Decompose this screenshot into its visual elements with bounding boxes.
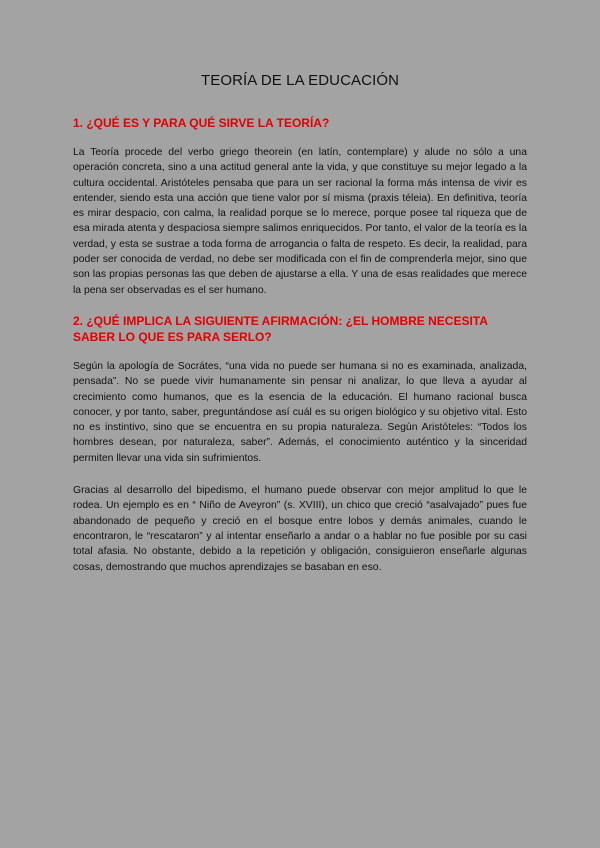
- section-1: [73, 115, 527, 298]
- section-2: [73, 313, 527, 575]
- document-page: [73, 72, 527, 590]
- document-title: TEORÍA DE LA EDUCACIÓN: [200, 72, 400, 89]
- section-1-heading: 1. ¿QUÉ ES Y PARA QUÉ SIRVE LA TEORÍA?: [73, 116, 330, 130]
- section-2-paragraph-2: Gracias al desarrollo del bipedismo, el humano puede observar con mejor amplitud lo que le rodea. Un ejemplo es en “ Niño de Aveyron” (s. XVIII), un chico que creció “asalvajado” pues fue abandonado de pequeño y creció en el bosque entre lobos y demás animales, cuando le encontraron, le “rescataron” y al intentar enseñarlo a andar o a hablar no fue posible por su casi total afasia. No obstante, debido a la repetición y obligación, consiguieron enseñarle algunas cosas, demostrando que muchos aprendizajes se basaban en eso.: [73, 485, 527, 573]
- section-1-paragraph-1: La Teoría procede del verbo griego theorein (en latín, contemplare) y alude no sólo a una operación concreta, sino a una actitud general ante la vida, y que constituye su mejor legado a la cultura occidental. Aristóteles pensaba que para un ser racional la forma más intensa de vivir es entender, siendo esta una acción que tiene valor por sí misma (praxis téleia). En definitiva, teoría es mirar despacio, con calma, la realidad porque se lo merece, porque posee tal riqueza que de esa mirada atenta y despaciosa siempre salimos enriquecidos. Por tanto, el valor de la teoría es la verdad, y esta se sustrae a toda forma de arrogancia o falta de respeto. Es decir, la realidad, para poder ser conocida de verdad, no debe ser modificada con el fin de comprenderla mejor, sino que son las propias personas las que deben de ajustarse a ella. Y una de esas realidades que merece la pena ser observadas es el ser humano.: [73, 147, 527, 296]
- section-2-paragraph-1: Según la apología de Socrátes, “una vida no puede ser humana si no es examinada, analizada, pensada”. No se puede vivir humanamente sin pensar ni analizar, lo que lleva a ayudar al crecimiento como humanos, que es la esencia de la educación. El humano racional busca conocer, y por tanto, saber, preguntándose así cuál es su origen biológico y su objetivo vital. Esto no es instintivo, sino que se encuentra en su propia naturaleza. Según Aristóteles: “Todos los hombres desean, por naturaleza, saber”. Además, el conocimiento auténtico y la sinceridad permiten llevar una vida sin sufrimientos.: [73, 360, 527, 464]
- section-2-heading: 2. ¿QUÉ IMPLICA LA SIGUIENTE AFIRMACIÓN: ¿EL HOMBRE NECESITA SABER LO QUE ES PARA SERLO?: [73, 313, 488, 344]
